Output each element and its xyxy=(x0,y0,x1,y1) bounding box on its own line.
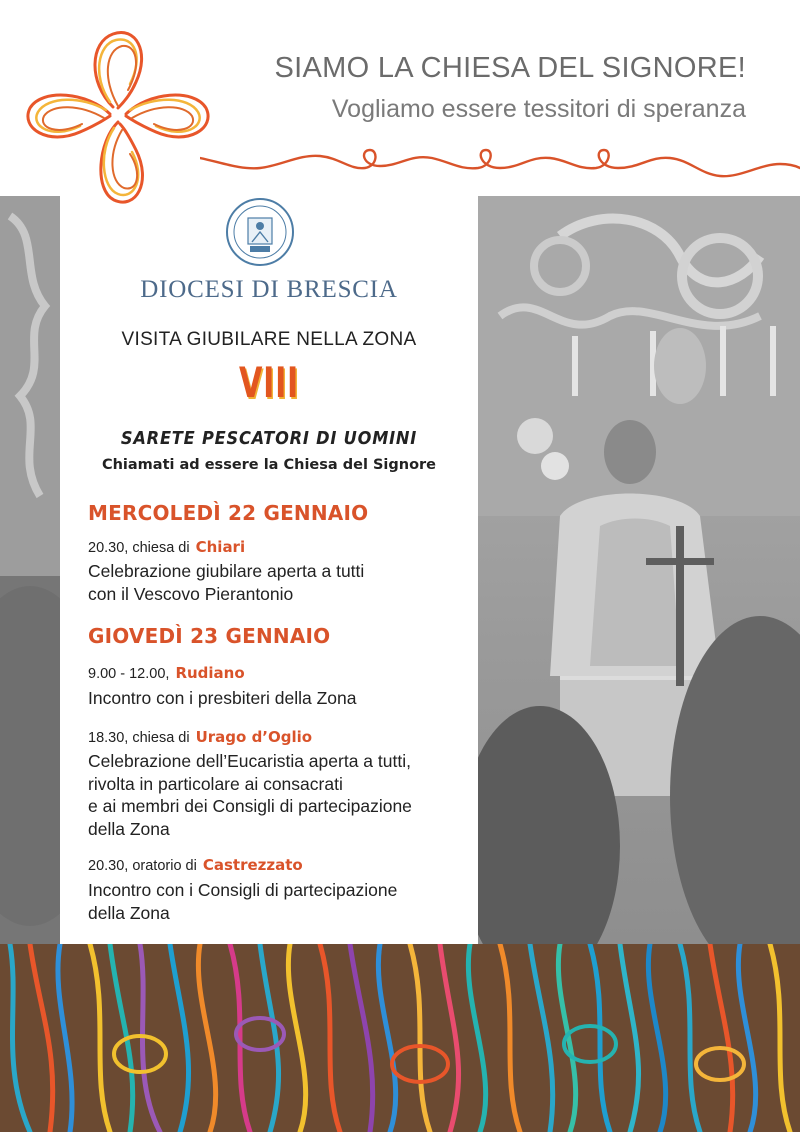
zone-number: VIII xyxy=(238,358,300,407)
event-description xyxy=(88,750,468,840)
event-time-text: 18.30, chiesa di xyxy=(88,730,190,746)
page-subtitle: Vogliamo essere tessitori di speranza xyxy=(331,95,746,123)
event-time-text: 20.30, oratorio di xyxy=(88,858,197,874)
colored-threads-illustration xyxy=(0,944,800,1132)
event-description-line: Incontro con i Consigli di partecipazione xyxy=(88,880,398,900)
event-place: Castrezzato xyxy=(202,856,303,874)
event-description-line: Celebrazione giubilare aperta a tutti xyxy=(88,561,365,581)
event-place: Chiari xyxy=(195,538,246,556)
visit-title: VISITA GIUBILARE NELLA ZONA xyxy=(121,329,417,350)
motto-subtitle: Chiamati ad essere la Chiesa del Signore xyxy=(101,457,437,473)
page-title: SIAMO LA CHIESA DEL SIGNORE! xyxy=(274,52,746,84)
event-description-line: rivolta in particolare ai consacrati xyxy=(88,773,343,794)
event-description-line: Incontro con i presbiteri della Zona xyxy=(88,688,357,708)
event-time-text: 20.30, chiesa di xyxy=(88,540,190,556)
event-place: Rudiano xyxy=(175,664,245,682)
event-description-line: della Zona xyxy=(88,818,170,839)
event-description xyxy=(88,687,468,710)
day-heading: MERCOLEDÌ 22 GENNAIO xyxy=(88,501,369,525)
motto: SARETE PESCATORI DI UOMINI xyxy=(120,428,418,449)
day-heading: GIOVEDÌ 23 GENNAIO xyxy=(88,624,331,648)
event-description-line: della Zona xyxy=(88,902,170,923)
event-description xyxy=(88,879,468,924)
woven-cross-logo-icon xyxy=(18,12,218,222)
event-description xyxy=(88,560,468,605)
diocese-name: DIOCESI DI BRESCIA xyxy=(140,276,398,303)
event-time xyxy=(88,538,245,556)
diocese-seal-icon xyxy=(224,196,296,268)
event-time xyxy=(88,856,303,874)
colored-threads-photo xyxy=(0,944,800,1132)
event-description-line: con il Vescovo Pierantonio xyxy=(88,583,294,604)
event-description-line: e ai membri dei Consigli di partecipazione xyxy=(88,796,412,816)
event-time-text: 9.00 - 12.00, xyxy=(88,666,170,682)
event-time xyxy=(88,728,312,746)
event-place: Urago d’Oglio xyxy=(195,728,313,746)
event-time xyxy=(88,664,245,682)
info-panel xyxy=(60,196,478,944)
wavy-thread-decoration-icon xyxy=(200,140,800,190)
event-description-line: Celebrazione dell’Eucaristia aperta a tutti, xyxy=(88,751,411,771)
